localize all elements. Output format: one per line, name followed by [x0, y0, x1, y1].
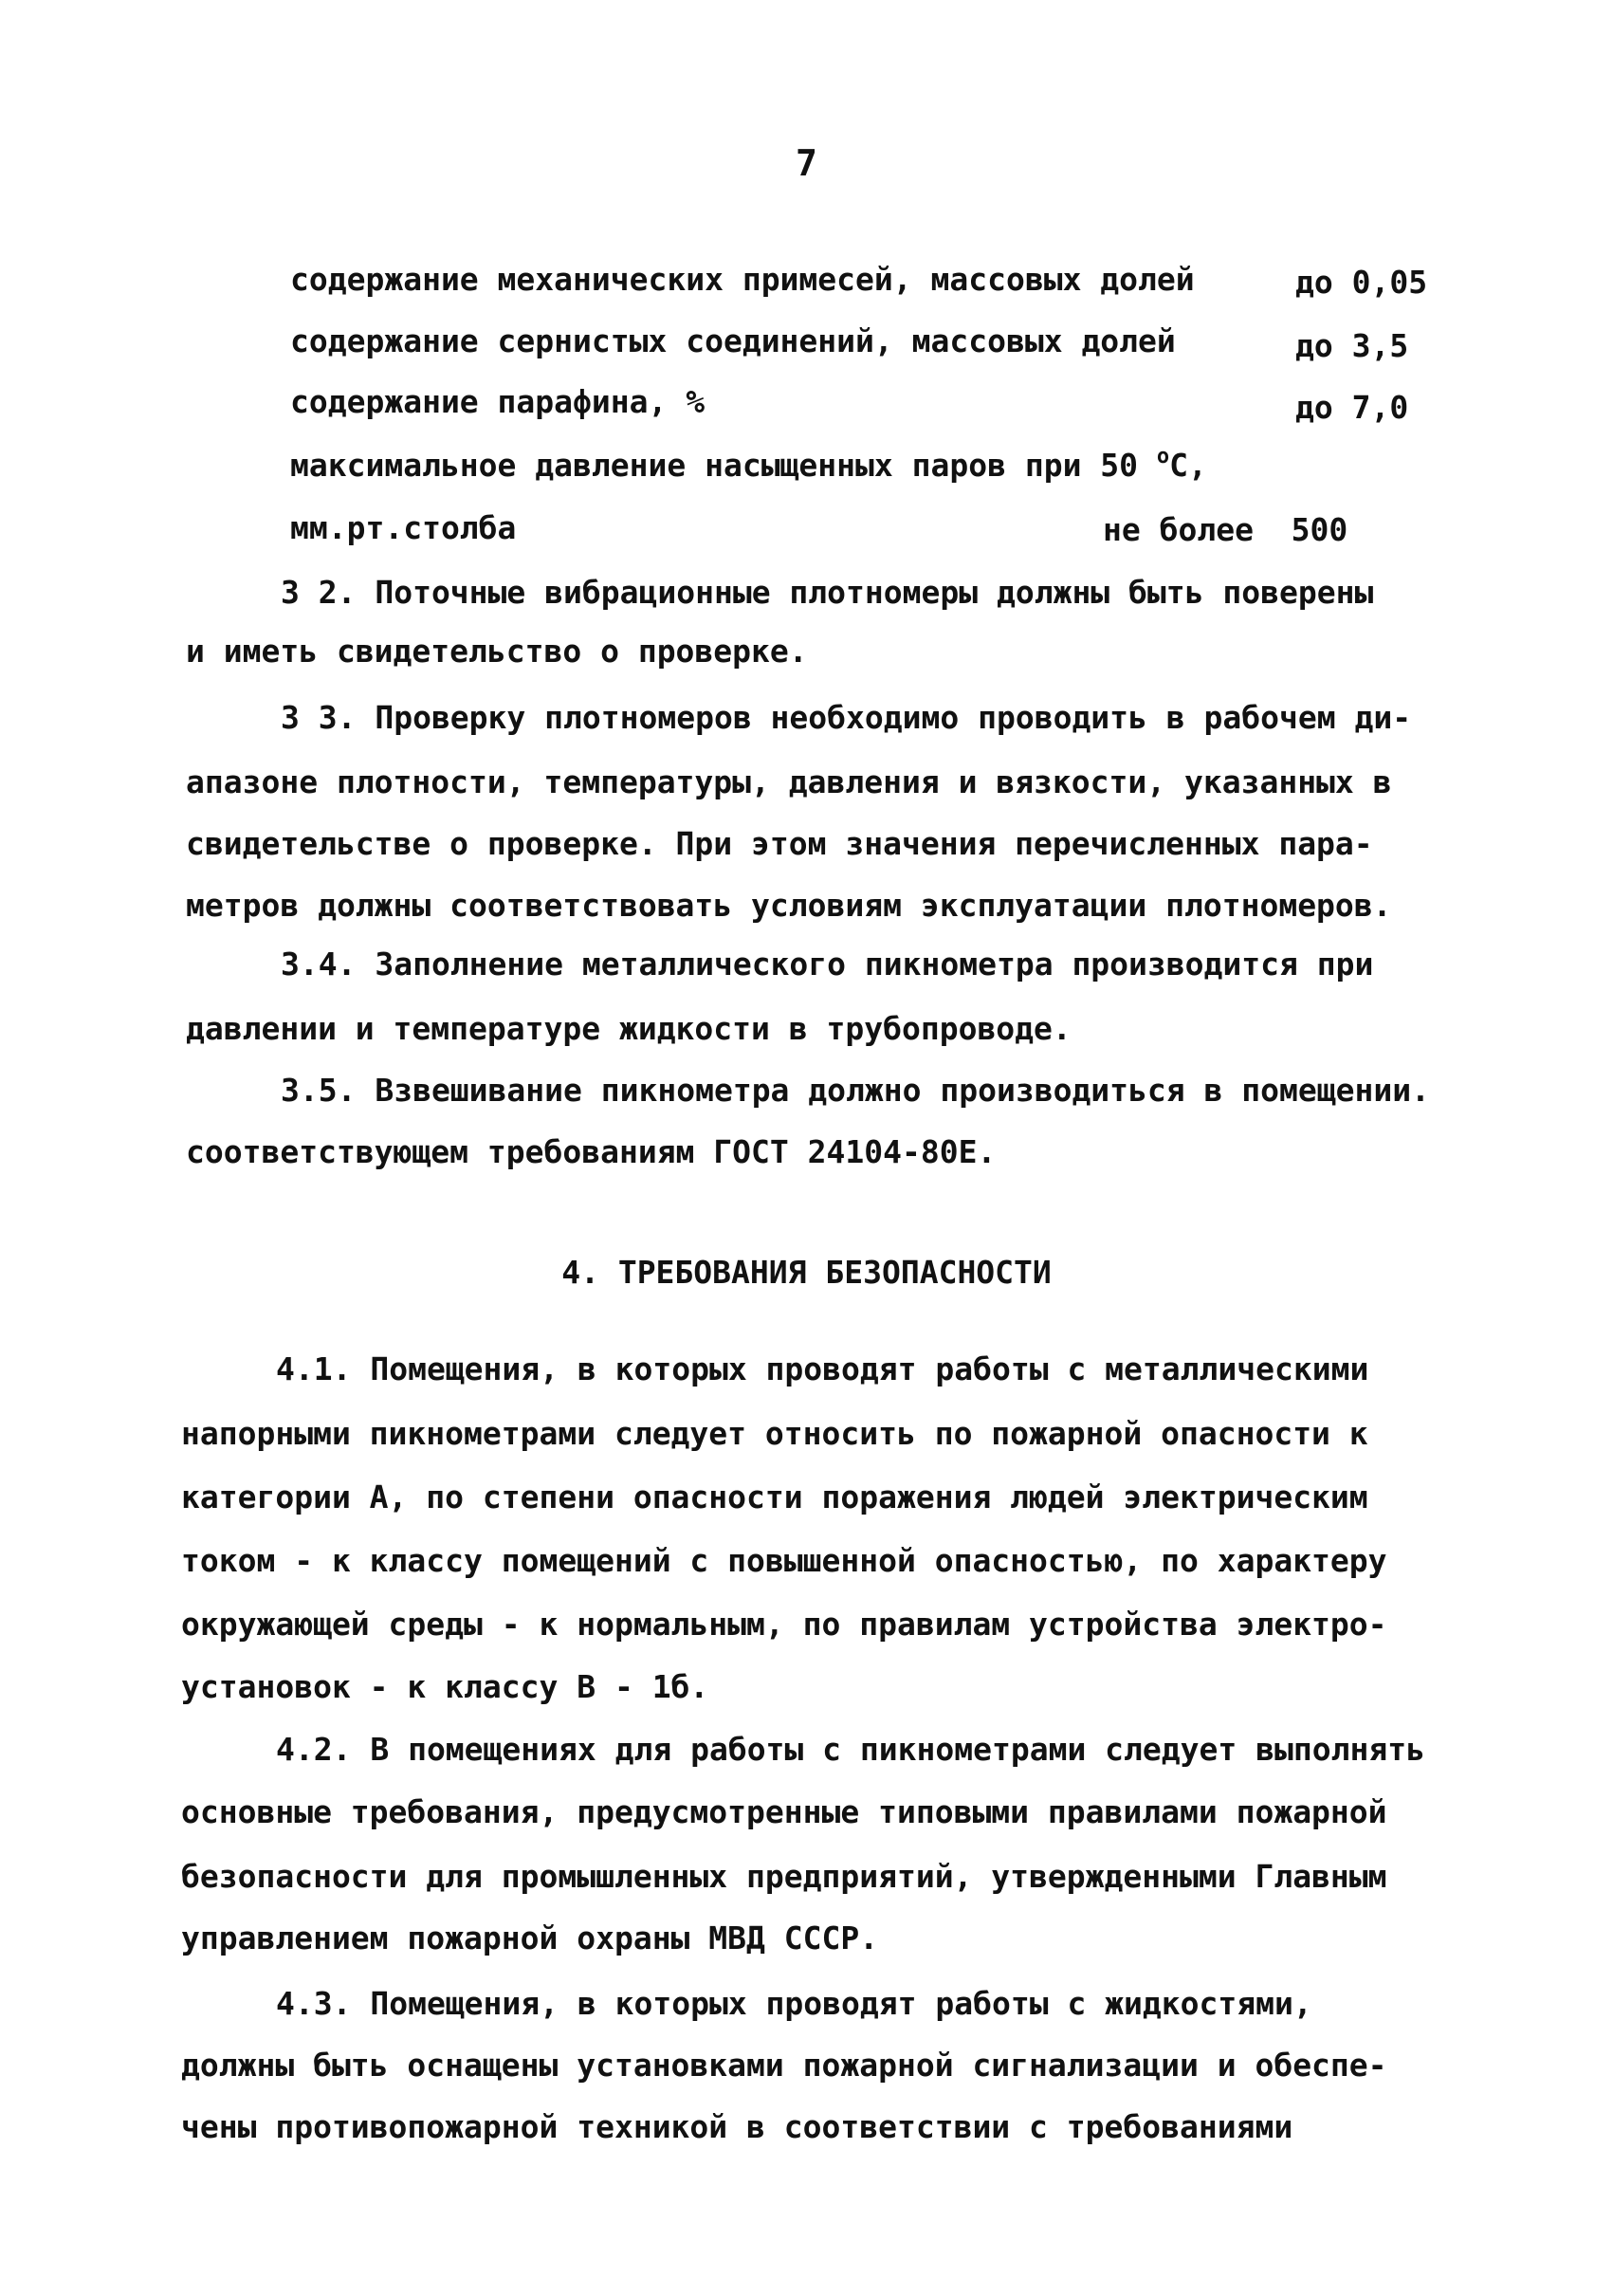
paragraph-line: метров должны соответствовать условиям эксплуатации плотномеров.: [186, 887, 1392, 924]
spec-row-value: не более 500: [1103, 511, 1348, 548]
spec-row-value: до 0,05: [1295, 264, 1428, 301]
spec-row-label-part: максимальное давление насыщенных паров при 50: [290, 447, 1157, 484]
spec-row-label: содержание механических примесей, массовых долей: [290, 261, 1195, 298]
spec-row-label-line2: мм.рт.столба: [290, 509, 517, 546]
paragraph-line: управлением пожарной охраны МВД СССР.: [181, 1919, 879, 1956]
paragraph-line: напорными пикнометрами следует относить по пожарной опасности к: [181, 1415, 1368, 1452]
paragraph-line: должны быть оснащены установками пожарной сигнализации и обеспе-: [181, 2047, 1387, 2084]
degree-symbol: о: [1156, 445, 1170, 468]
page-number: 7: [796, 142, 817, 184]
paragraph-line: и иметь свидетельство о проверке.: [186, 633, 808, 670]
spec-row-value: до 7,0: [1295, 389, 1409, 426]
paragraph-line: 3.4. Заполнение металлического пикнометра производится при: [281, 946, 1374, 983]
paragraph-line: категории А, по степени опасности поражения людей электрическим: [181, 1479, 1368, 1515]
paragraph-line: 4.2. В помещениях для работы с пикнометрами следует выполнять: [276, 1731, 1425, 1768]
paragraph-line: 3 3. Проверку плотномеров необходимо проводить в рабочем ди-: [281, 699, 1412, 736]
spec-row-label: содержание сернистых соединений, массовых долей: [290, 322, 1176, 359]
paragraph-line: основные требования, предусмотренные типовыми правилами пожарной: [181, 1793, 1387, 1830]
spec-row-value: до 3,5: [1295, 327, 1409, 364]
paragraph-line: установок - к классу В - 1б.: [181, 1668, 709, 1705]
paragraph-line: безопасности для промышленных предприятий, утвержденными Главным: [181, 1858, 1387, 1895]
paragraph-line: соответствующем требованиям ГОСТ 24104-80Е.: [186, 1133, 997, 1170]
paragraph-line: апазоне плотности, температуры, давления и вязкости, указанных в: [186, 763, 1392, 800]
paragraph-line: свидетельстве о проверке. При этом значения перечисленных пара-: [186, 825, 1373, 862]
section-heading: 4. ТРЕБОВАНИЯ БЕЗОПАСНОСТИ: [561, 1254, 1052, 1291]
paragraph-line: 3.5. Взвешивание пикнометра должно производиться в помещении.: [281, 1072, 1430, 1109]
spec-row-label: [290, 445, 1207, 484]
paragraph-line: чены противопожарной техникой в соответствии с требованиями: [181, 2108, 1293, 2145]
spec-row-label: содержание парафина, %: [290, 383, 706, 420]
paragraph-line: окружающей среды - к нормальным, по правилам устройства электро-: [181, 1606, 1387, 1643]
spec-row-label-part: С,: [1169, 447, 1207, 484]
paragraph-line: 4.3. Помещения, в которых проводят работы с жидкостями,: [276, 1985, 1312, 2022]
paragraph-line: давлении и температуре жидкости в трубопроводе.: [186, 1010, 1072, 1047]
paragraph-line: 3 2. Поточные вибрационные плотномеры должны быть поверены: [281, 574, 1374, 611]
paragraph-line: 4.1. Помещения, в которых проводят работы с металлическими: [276, 1350, 1369, 1387]
paragraph-line: током - к классу помещений с повышенной опасностью, по характеру: [181, 1542, 1387, 1579]
